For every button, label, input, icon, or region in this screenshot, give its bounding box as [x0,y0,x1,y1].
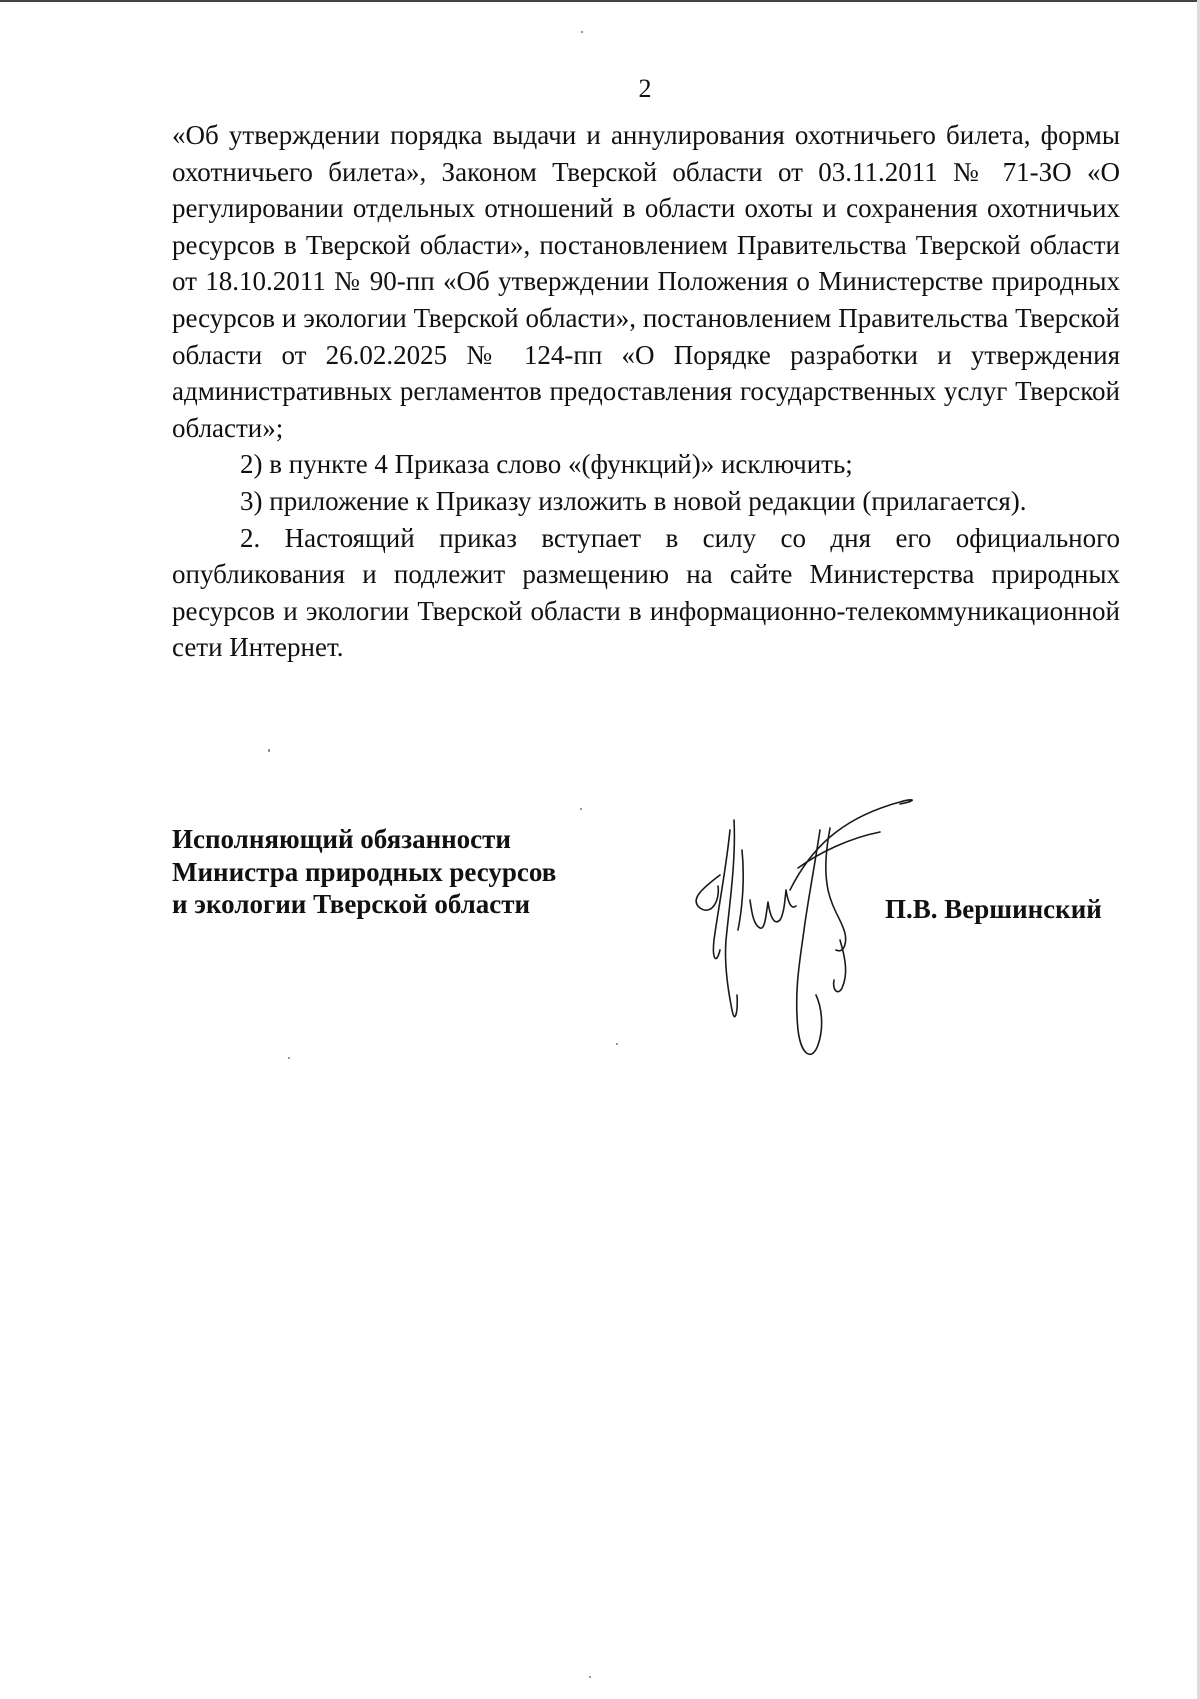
signatory-position-line: Министра природных ресурсов [172,856,557,887]
signer-name: П.В. Вершинский [885,894,1102,924]
page-top-edge [0,0,1200,2]
page-number: 2 [638,74,652,103]
signatory-position-line: Исполняющий обязанности [172,824,511,854]
paragraph-item-3: 3) приложение к Приказу изложить в новой редакции (прилагается). [240,485,1027,516]
paragraph-continuation: «Об утверждении порядка выдачи и аннулирования охотничьего билета, формы охотничьего билета», Законом Тверской области от 03.11.2011 № 71-ЗО «О регулировании отдельных отношений в области охоты и сохранения охотничьих ресурсов в Тверской области», постановлением Правительства Тверской области от 18.10.2011 № 90-пп «Об утверждении Положения о Министерстве природных ресурсов и экологии Тверской области», постановлением Правительства Тверской области от 26.02.2025 № 124-пп «О Порядке разработки и утверждения административных регламентов предоставления государственных услуг Тверской области»; [172,120,1120,443]
paragraph-item-2: 2) в пункте 4 Приказа слово «(функций)» исключить; [240,449,853,480]
scan-speck [581,31,583,33]
handwritten-signature [690,790,920,1080]
scan-speck [288,1057,290,1059]
signatory-position [172,823,632,921]
scan-speck [589,1676,591,1678]
paragraph-clause-2: 2. Настоящий приказ вступает в силу со дня его официального опубликования и подлежит размещению на сайте Министерства природных ресурсов и экологии Тверской области в информационно-телекоммуникационной сети Интернет. [172,522,1120,663]
signatory-position-line: и экологии Тверской области [172,889,531,919]
scan-speck [580,808,582,810]
scan-speck [616,1043,618,1045]
scan-speck [268,749,270,752]
document-body [172,117,1120,666]
